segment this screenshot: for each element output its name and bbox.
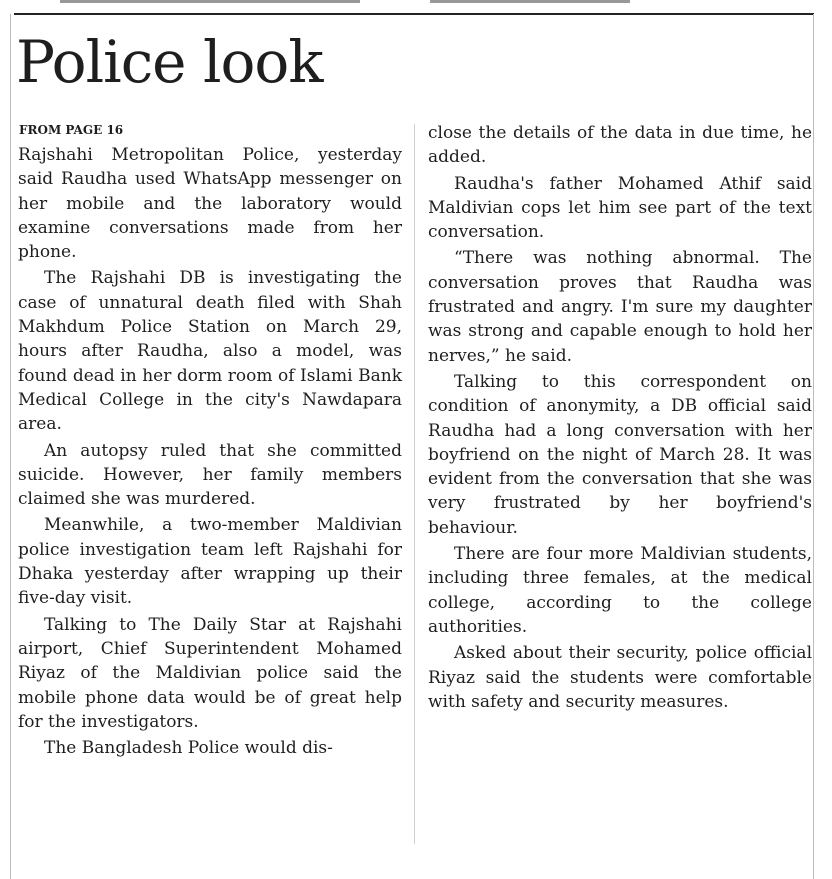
article-column-right [428, 121, 812, 714]
paragraph: Rajshahi Metropolitan Police, yesterday said Raudha used WhatsApp messenger on her mobile and the laboratory would examine conversations made from her phone. [18, 145, 402, 263]
paragraph: “There was nothing abnormal. The conversation proves that Raudha was frustrated and angry. I'm sure my daughter was strong and capable enough to hold her nerves,” he said. [428, 248, 812, 366]
paragraph: An autopsy ruled that she committed suicide. However, her family members claimed she was murdered. [18, 440, 402, 510]
paragraph: The Rajshahi DB is investigating the case of unnatural death filed with Shah Makhdum Police Station on March 29, hours after Raudha, also a model, was found dead in her dorm room of Islami Bank Medical College in the city's Nawdapara area. [18, 268, 402, 435]
paragraph: Talking to this correspondent on condition of anonymity, a DB official said Raudha had a long conversation with her boyfriend on the night of March 28. It was evident from the conversation that she was very frustrated by her boyfriend's behaviour. [428, 371, 812, 538]
paragraph: Meanwhile, a two-member Maldivian police investigation team left Rajshahi for Dhaka yesterday after wrapping up their five-day visit. [18, 515, 402, 609]
cropped-rule-fragment [60, 0, 360, 3]
left-edge-line [10, 14, 11, 879]
article-column-left [18, 143, 402, 760]
jump-label: FROM PAGE 16 [19, 123, 124, 137]
top-rule [14, 13, 814, 15]
paragraph: The Bangladesh Police would dis- [44, 738, 333, 759]
paragraph: Raudha's father Mohamed Athif said Maldivian cops let him see part of the text conversation. [428, 173, 812, 243]
right-edge-line [813, 14, 814, 879]
column-gutter [414, 124, 415, 844]
cropped-rule-fragment [430, 0, 630, 3]
paragraph: close the details of the data in due time, he added. [428, 123, 812, 168]
headline: Police look [16, 28, 323, 96]
paragraph: Talking to The Daily Star at Rajshahi airport, Chief Superintendent Mohamed Riyaz of the Maldivian police said the mobile phone data would be of great help for the investigators. [18, 614, 402, 732]
paragraph: Asked about their security, police official Riyaz said the students were comfortable with safety and security measures. [428, 643, 812, 712]
paragraph: There are four more Maldivian students, including three females, at the medical college, according to the college authorities. [428, 544, 812, 637]
